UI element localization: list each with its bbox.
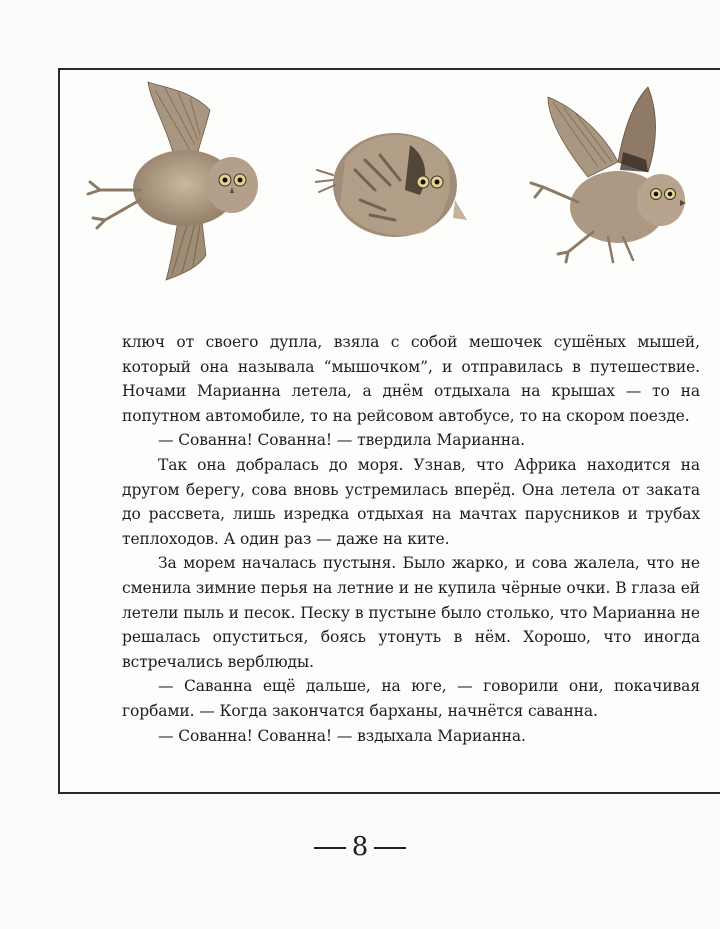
paragraph: ключ от своего дупла, взяла с собой мешочек сушёных мышей, который она называла “мышочком”, и отправилась в путешествие. Ночами Марианна летела, а днём отдыхала на крышах — то на попутном автомобиле, то на рейсовом автобусе, то на скором поезде. — [122, 333, 700, 425]
page-number-value: 8 — [351, 832, 369, 862]
paragraph: — Саванна ещё дальше, на юге, — говорили они, покачивая горбами. — Когда закончатся барханы, начнётся саванна. — [122, 677, 700, 720]
owl-curled-illustration — [315, 120, 470, 245]
paragraph: — Сованна! Сованна! — твердила Марианна. — [158, 431, 526, 450]
story-text — [122, 330, 700, 748]
owl-flying-right-illustration — [518, 82, 693, 267]
owl-flying-left-illustration — [80, 80, 260, 285]
page-number-dash-left — [314, 847, 346, 849]
paragraph: Так она добралась до моря. Узнав, что Африка находится на другом берегу, сова вновь устремилась вперёд. Она летела от заката до рассвета, лишь изредка отдыхая на мачтах парусников и трубах теплоходов. А один раз — даже на ките. — [122, 455, 700, 548]
page-number — [0, 829, 720, 865]
paragraph: — Сованна! Сованна! — вздыхала Марианна. — [158, 726, 526, 745]
page-number-dash-right — [374, 847, 406, 849]
paragraph: За морем началась пустыня. Было жарко, и сова жалела, что не сменила зимние перья на летние и не купила чёрные очки. В глаза ей летели пыль и песок. Песку в пустыне было столько, что Марианна не решалась опуститься, боясь утонуть в нём. Хорошо, что иногда встречались верблюды. — [122, 554, 700, 671]
